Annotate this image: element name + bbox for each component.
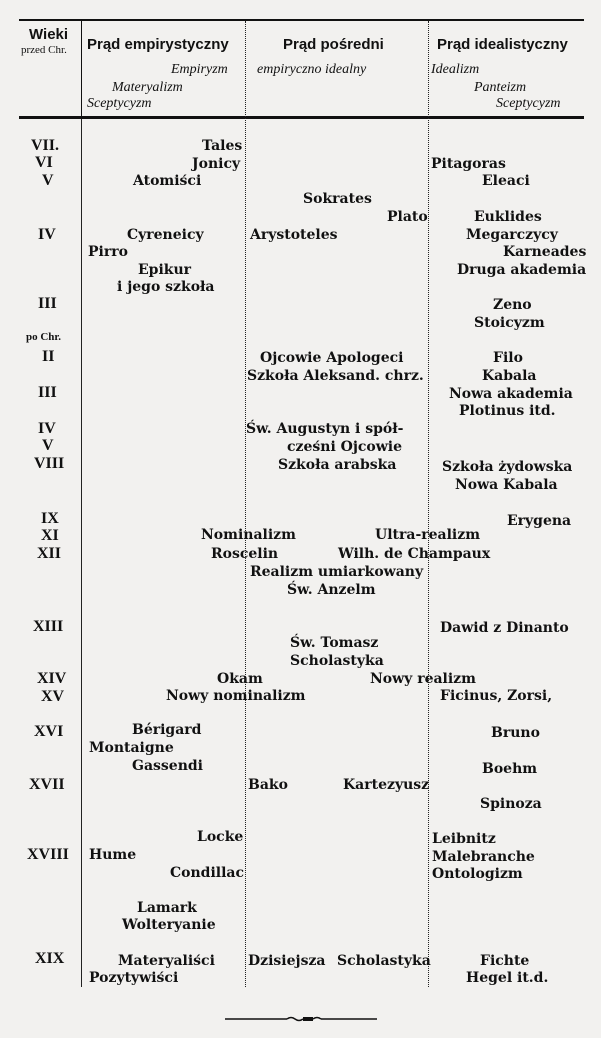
entry-ficinus: Ficinus, Zorsi,	[440, 688, 553, 704]
column-divider-middle	[245, 21, 246, 987]
entry-hume: Hume	[89, 847, 137, 863]
entry-augustyn: Św. Augustyn i spół-	[246, 421, 404, 437]
entry-bruno: Bruno	[491, 725, 540, 741]
entry-berigard: Bérigard	[132, 722, 202, 738]
entry-epikur: Epikur	[138, 262, 192, 278]
century-label: VIII	[34, 455, 65, 472]
entry-euklides: Euklides	[474, 209, 542, 225]
century-label: XVI	[34, 723, 64, 740]
header-col3-title: Prąd idealistyczny	[437, 36, 568, 53]
entry-montaigne: Montaigne	[89, 740, 174, 756]
entry-szkola-aleks: Szkoła Aleksand. chrz.	[247, 368, 424, 384]
entry-tomasz: Św. Tomasz	[290, 635, 379, 651]
po-chr-label: po Chr.	[26, 331, 62, 343]
header-col1-sub-1: Empiryzm	[171, 62, 228, 77]
header-col3-sub-1: Idealizm	[431, 62, 480, 77]
century-label: IV	[38, 420, 56, 437]
ornament-rule	[225, 1014, 377, 1024]
entry-tales: Tales	[202, 138, 243, 154]
century-label: VI	[35, 154, 53, 171]
entry-bako: Bako	[248, 777, 288, 793]
century-label: V	[42, 437, 54, 454]
entry-jego-szkola: i jego szkoła	[117, 279, 215, 295]
century-label: V	[42, 172, 54, 189]
entry-okam: Okam	[217, 671, 263, 687]
entry-pitagoras: Pitagoras	[431, 156, 506, 172]
entry-anzelm: Św. Anzelm	[287, 582, 376, 598]
entry-gassendi: Gassendi	[132, 758, 203, 774]
entry-ultra-realizm: Ultra-realizm	[375, 527, 481, 543]
entry-condillac: Condillac	[170, 865, 244, 881]
entry-sokrates: Sokrates	[303, 191, 372, 207]
entry-erygena: Erygena	[507, 513, 572, 529]
entry-hegel: Hegel it.d.	[466, 970, 549, 986]
entry-nominalizm: Nominalizm	[201, 527, 296, 543]
entry-scholastyka-2: Scholastyka	[337, 953, 431, 969]
entry-nowa-kabala: Nowa Kabala	[455, 477, 558, 493]
header-col2-title: Prąd pośredni	[283, 36, 384, 53]
century-label: II	[42, 348, 55, 365]
header-col1-title: Prąd empirystyczny	[87, 36, 229, 53]
header-divider-1	[81, 21, 82, 116]
entry-filo: Filo	[493, 350, 523, 366]
header-przed-chr: przed Chr.	[21, 44, 67, 56]
entry-leibnitz: Leibnitz	[432, 831, 496, 847]
century-label: XII	[37, 545, 62, 562]
header-col2-sub-1: empiryczno idealny	[257, 62, 367, 77]
entry-druga-akademia: Druga akademia	[457, 262, 587, 278]
entry-stoicyzm: Stoicyzm	[474, 315, 545, 331]
century-label: XVII	[29, 776, 65, 793]
century-label: III	[38, 295, 57, 312]
entry-wilh-champaux: Wilh. de Champaux	[338, 546, 491, 562]
entry-materyalisci: Materyaliści	[118, 953, 215, 969]
entry-plotinus: Plotinus itd.	[459, 403, 556, 419]
century-label: XVIII	[27, 846, 69, 863]
entry-nowy-realizm: Nowy realizm	[370, 671, 476, 687]
century-label: III	[38, 384, 57, 401]
entry-realizm-umiarkowany: Realizm umiarkowany	[250, 564, 424, 580]
entry-pozytywisci: Pozytywiści	[89, 970, 179, 986]
entry-nowa-akademia: Nowa akademia	[449, 386, 573, 402]
century-label: XV	[41, 688, 65, 705]
entry-cyreneicy: Cyreneicy	[127, 227, 204, 243]
column-divider-right	[428, 21, 429, 987]
century-label: IX	[41, 510, 59, 527]
entry-roscelin: Roscelin	[211, 546, 279, 562]
entry-spinoza: Spinoza	[480, 796, 542, 812]
entry-kabala: Kabala	[482, 368, 537, 384]
entry-malebranche: Malebranche	[432, 849, 535, 865]
header-col3-sub-3: Sceptycyzm	[496, 96, 561, 111]
entry-boehm: Boehm	[482, 761, 538, 777]
top-rule	[19, 19, 584, 21]
entry-ojcowie: Ojcowie Apologeci	[260, 350, 404, 366]
entry-locke: Locke	[197, 829, 244, 845]
entry-atomisci: Atomiści	[133, 173, 202, 189]
entry-szkola-zydowska: Szkoła żydowska	[442, 459, 573, 475]
entry-scholastyka: Scholastyka	[290, 653, 384, 669]
entry-szkola-arabska: Szkoła arabska	[278, 457, 397, 473]
entry-plato: Plato	[387, 209, 428, 225]
header-col3-sub-2: Panteizm	[474, 80, 527, 95]
header-col1-sub-2: Materyalizm	[112, 80, 183, 95]
century-label: IV	[38, 226, 56, 243]
entry-zeno: Zeno	[493, 297, 532, 313]
entry-wolteryanie: Wolteryanie	[122, 917, 216, 933]
entry-eleaci: Eleaci	[482, 173, 530, 189]
entry-jonicy: Jonicy	[192, 156, 241, 172]
century-label: XIX	[35, 950, 65, 967]
century-label: XI	[41, 527, 59, 544]
entry-czesni: cześni Ojcowie	[287, 439, 403, 455]
entry-pirro: Pirro	[88, 244, 128, 260]
entry-megarczycy: Megarczycy	[466, 227, 558, 243]
entry-kartezyusz: Kartezyusz	[343, 777, 430, 793]
century-label: VII.	[31, 137, 60, 154]
header-wieki: Wieki	[29, 26, 69, 43]
entry-karneades: Karneades	[503, 244, 587, 260]
column-divider-left	[81, 119, 82, 987]
header-col1-sub-3: Sceptycyzm	[87, 96, 152, 111]
entry-nowy-nominalizm: Nowy nominalizm	[166, 688, 306, 704]
entry-dawid: Dawid z Dinanto	[440, 620, 569, 636]
century-label: XIII	[33, 618, 64, 635]
entry-lamark: Lamark	[137, 900, 197, 916]
entry-ontologizm: Ontologizm	[432, 866, 523, 882]
entry-dzisiejsza: Dzisiejsza	[248, 953, 326, 969]
entry-arystoteles: Arystoteles	[250, 227, 338, 243]
header-bottom-rule	[19, 116, 584, 119]
century-label: XIV	[37, 670, 67, 687]
entry-fichte: Fichte	[480, 953, 530, 969]
